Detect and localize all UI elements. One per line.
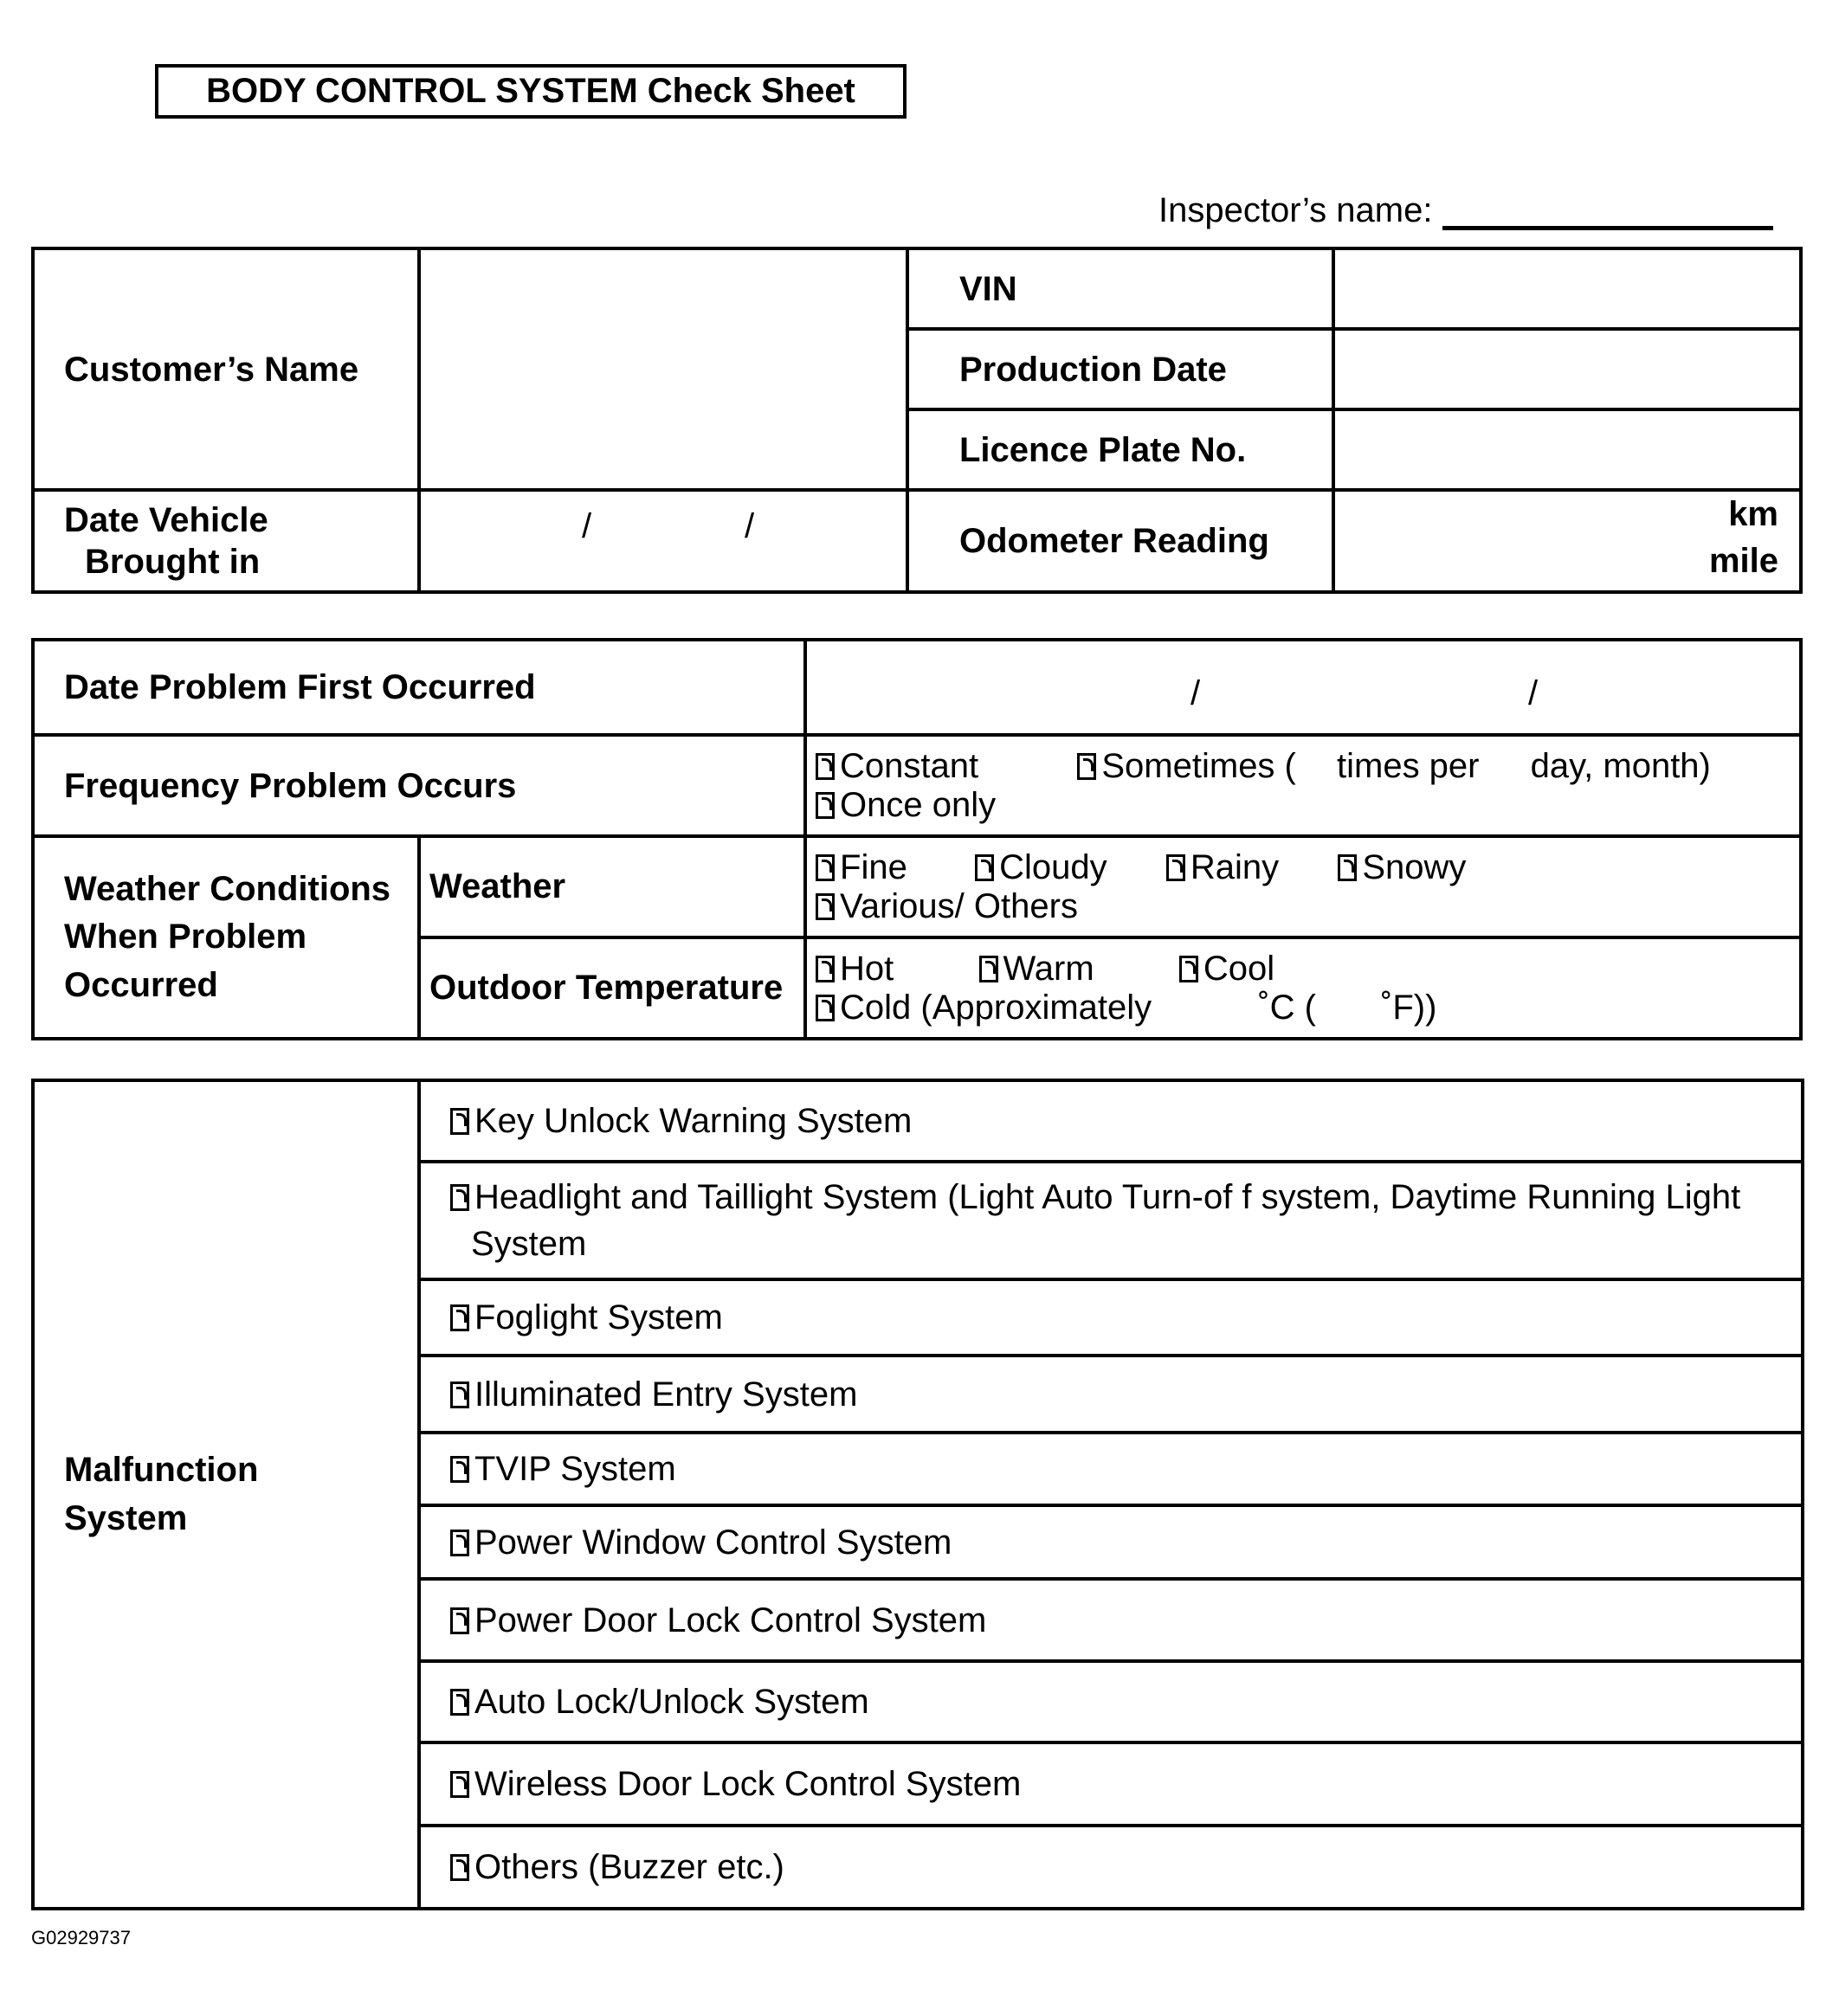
freq-constant: Constant	[840, 746, 979, 785]
checkbox-icon[interactable]	[816, 753, 835, 780]
system-item-power-window[interactable]	[419, 1505, 1803, 1579]
checkbox-icon[interactable]	[816, 893, 835, 920]
malfunction-system-label	[33, 1080, 419, 1909]
licence-plate-label: Licence Plate No.	[907, 409, 1333, 490]
checkbox-icon[interactable]	[450, 1771, 469, 1798]
checkbox-icon[interactable]	[1166, 854, 1185, 881]
odometer-label: Odometer Reading	[907, 490, 1333, 592]
date-first-occurred-label: Date Problem First Occurred	[33, 640, 805, 735]
checkbox-icon[interactable]	[816, 792, 835, 819]
system-item-key-unlock-warning[interactable]	[419, 1080, 1803, 1162]
production-date-field[interactable]	[1333, 329, 1801, 409]
weather-conditions-line3: Occurred	[64, 965, 218, 1004]
date-brought-in-field[interactable]	[419, 490, 907, 592]
outdoor-temperature-label: Outdoor Temperature	[419, 937, 805, 1039]
checkbox-icon[interactable]	[816, 854, 835, 881]
figure-id: G02929737	[31, 1927, 131, 1948]
freq-once: Once only	[840, 785, 997, 824]
system-item-label: Key Unlock Warning System	[474, 1102, 913, 1140]
weather-various: Various/ Others	[840, 886, 1078, 925]
inspector-name-field	[1158, 178, 1773, 230]
malfunction-label-line2: System	[64, 1498, 188, 1537]
malfunction-table	[31, 1079, 1804, 1910]
system-item-label: Others (Buzzer etc.)	[474, 1848, 784, 1886]
malfunction-label-line1: Malfunction	[64, 1451, 259, 1490]
system-item-tvip[interactable]	[419, 1433, 1803, 1505]
date-brought-line2: Brought in	[85, 543, 261, 581]
weather-conditions-line2: When Problem	[64, 918, 307, 956]
checkbox-icon[interactable]	[450, 1304, 469, 1331]
system-item-label: Auto Lock/Unlock System	[474, 1683, 869, 1721]
temp-hot: Hot	[840, 949, 894, 988]
checkbox-icon[interactable]	[975, 854, 994, 881]
weather-conditions-label	[33, 836, 419, 1039]
problem-table	[31, 638, 1803, 1040]
weather-cloudy: Cloudy	[999, 847, 1107, 886]
date-first-occurred-field[interactable]	[805, 640, 1801, 735]
inspector-name-blank[interactable]	[1442, 191, 1773, 230]
temp-fahrenheit: ˚F))	[1381, 988, 1437, 1027]
system-item-label: Foglight System	[474, 1298, 723, 1336]
system-item-headlight-taillight[interactable]	[419, 1162, 1803, 1279]
checkbox-icon[interactable]	[816, 956, 835, 982]
customer-name-label: Customer’s Name	[33, 248, 419, 490]
weather-fine: Fine	[840, 847, 907, 886]
temp-cool: Cool	[1203, 949, 1275, 988]
temp-celsius: ˚C (	[1258, 988, 1316, 1027]
freq-sometimes: Sometimes (	[1101, 746, 1296, 785]
temp-warm: Warm	[1003, 949, 1094, 988]
system-item-others[interactable]	[419, 1826, 1803, 1909]
date-brought-line1: Date Vehicle	[64, 501, 268, 539]
checkbox-icon[interactable]	[1338, 854, 1357, 881]
checkbox-icon[interactable]	[450, 1456, 469, 1483]
licence-plate-field[interactable]	[1333, 409, 1801, 490]
weather-conditions-line1: Weather Conditions	[64, 870, 391, 909]
checkbox-icon[interactable]	[1077, 753, 1096, 780]
frequency-label: Frequency Problem Occurs	[33, 735, 805, 836]
sheet-title: BODY CONTROL SYSTEM Check Sheet	[155, 64, 907, 119]
temperature-options	[805, 937, 1801, 1039]
date-separator-1: /	[582, 507, 592, 545]
checkbox-icon[interactable]	[450, 1607, 469, 1634]
odometer-field[interactable]	[1333, 490, 1801, 592]
checkbox-icon[interactable]	[450, 1382, 469, 1408]
unit-mile: mile	[1708, 542, 1778, 580]
customer-name-field[interactable]	[419, 248, 907, 490]
unit-km: km	[1728, 495, 1778, 533]
vin-field[interactable]	[1333, 248, 1801, 329]
production-date-label: Production Date	[907, 329, 1333, 409]
date-brought-in-label	[33, 490, 419, 592]
weather-options	[805, 836, 1801, 937]
checkbox-icon[interactable]	[450, 1530, 469, 1556]
system-item-power-door-lock[interactable]	[419, 1579, 1803, 1661]
problem-date-separator-2: /	[1528, 674, 1539, 712]
checkbox-icon[interactable]	[816, 995, 835, 1021]
checkbox-icon[interactable]	[450, 1108, 469, 1135]
vin-label: VIN	[907, 248, 1333, 329]
system-item-label: Power Door Lock Control System	[474, 1601, 987, 1639]
vehicle-info-table	[31, 247, 1803, 594]
system-item-illuminated-entry[interactable]	[419, 1356, 1803, 1433]
checkbox-icon[interactable]	[450, 1854, 469, 1881]
system-item-auto-lock-unlock[interactable]	[419, 1661, 1803, 1742]
temp-cold: Cold (Approximately	[840, 988, 1152, 1027]
inspector-label: Inspector’s name:	[1158, 191, 1433, 229]
freq-day-month: day, month)	[1530, 746, 1711, 785]
system-item-foglight[interactable]	[419, 1279, 1803, 1356]
checkbox-icon[interactable]	[450, 1184, 469, 1211]
system-item-label-continued: System	[471, 1225, 587, 1263]
checkbox-icon[interactable]	[450, 1689, 469, 1716]
system-item-label: Illuminated Entry System	[474, 1375, 858, 1414]
weather-rainy: Rainy	[1190, 847, 1280, 886]
problem-date-separator-1: /	[1191, 674, 1201, 712]
checkbox-icon[interactable]	[979, 956, 998, 982]
system-item-label: Power Window Control System	[474, 1523, 952, 1562]
system-item-label: TVIP System	[474, 1450, 676, 1488]
checkbox-icon[interactable]	[1179, 956, 1198, 982]
system-item-wireless-door-lock[interactable]	[419, 1742, 1803, 1826]
system-item-label: Headlight and Taillight System (Light Auto Turn-of f system, Daytime Running Light	[474, 1178, 1741, 1216]
weather-label: Weather	[419, 836, 805, 937]
frequency-options	[805, 735, 1801, 836]
weather-snowy: Snowy	[1362, 847, 1467, 886]
freq-times-per: times per	[1337, 746, 1480, 785]
system-item-label: Wireless Door Lock Control System	[474, 1765, 1022, 1803]
date-separator-2: /	[745, 507, 755, 545]
